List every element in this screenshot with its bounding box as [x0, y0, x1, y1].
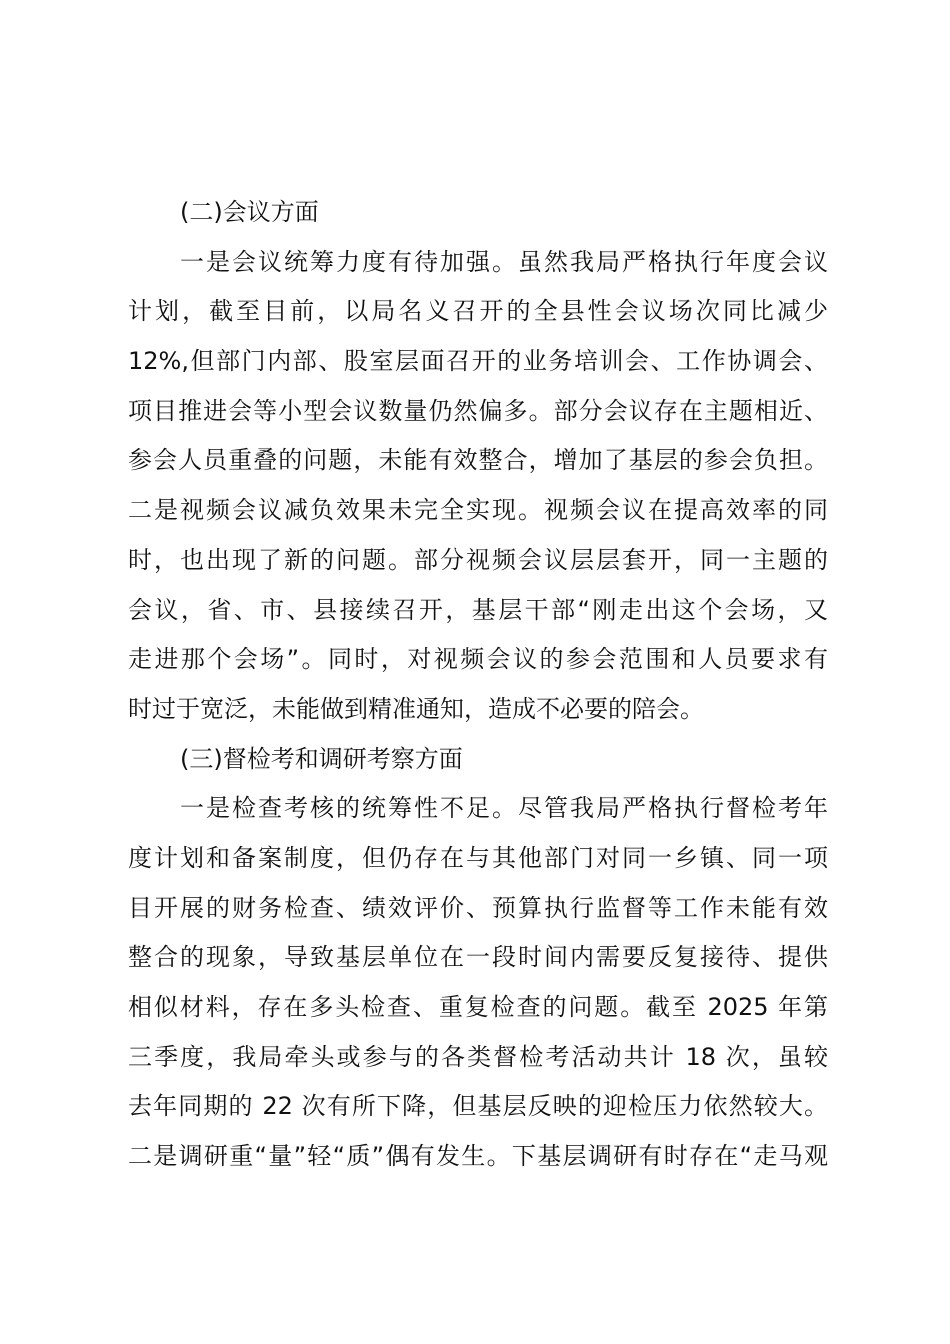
text-line: 会议，省、市、县接续召开，基层干部“刚走出这个会场，又 — [128, 595, 828, 624]
text-line: 参会人员重叠的问题，未能有效整合，增加了基层的参会负担。 — [128, 446, 828, 475]
text-line: (二)会议方面 — [180, 198, 319, 226]
text-line: 度计划和备案制度，但仍存在与其他部门对同一乡镇、同一项 — [128, 843, 828, 872]
text-line: 目开展的财务检查、绩效评价、预算执行监督等工作未能有效 — [128, 893, 828, 922]
text-line: 项目推进会等小型会议数量仍然偏多。部分会议存在主题相近、 — [128, 396, 828, 425]
document-body — [128, 188, 828, 1182]
text-line: 三季度，我局牵头或参与的各类督检考活动共计 18 次，虽较 — [128, 1042, 828, 1071]
text-line: 时，也出现了新的问题。部分视频会议层层套开，同一主题的 — [128, 545, 828, 574]
text-line: 走进那个会场”。同时，对视频会议的参会范围和人员要求有 — [128, 645, 828, 674]
text-line: 去年同期的 22 次有所下降，但基层反映的迎检压力依然较大。 — [128, 1092, 828, 1121]
text-line: 一是会议统筹力度有待加强。虽然我局严格执行年度会议 — [180, 247, 828, 276]
text-line: 一是检查考核的统筹性不足。尽管我局严格执行督检考年 — [180, 794, 828, 823]
text-line: 二是调研重“量”轻“质”偶有发生。下基层调研有时存在“走马观 — [128, 1142, 828, 1171]
text-line: 相似材料，存在多头检查、重复检查的问题。截至 2025 年第 — [128, 993, 828, 1021]
text-line: 时过于宽泛，未能做到精准通知，造成不必要的陪会。 — [128, 694, 704, 723]
text-line: 二是视频会议减负效果未完全实现。视频会议在提高效率的同 — [128, 496, 828, 525]
text-line: (三)督检考和调研考察方面 — [180, 744, 463, 773]
text-line: 计划，截至目前，以局名义召开的全县性会议场次同比减少 — [128, 297, 828, 326]
text-line: 整合的现象，导致基层单位在一段时间内需要反复接待、提供 — [128, 943, 828, 972]
text-line: 12%,但部门内部、股室层面召开的业务培训会、工作协调会、 — [128, 347, 828, 376]
